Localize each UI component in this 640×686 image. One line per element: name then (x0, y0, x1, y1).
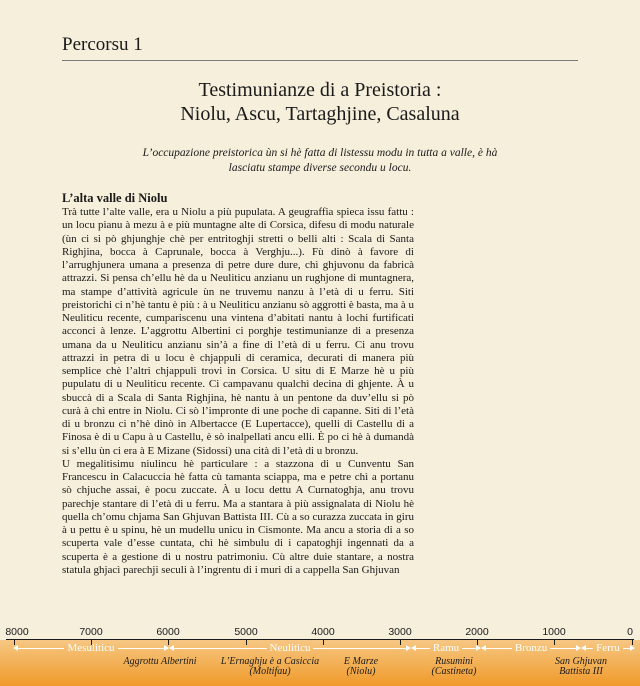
period-ferru: Ferru (582, 642, 634, 654)
arrow-right-icon (118, 648, 168, 649)
timeline-year: 3000 (388, 626, 412, 638)
arrow-left-icon (14, 648, 64, 649)
arrow-left-icon (482, 648, 512, 649)
period-mesuliticu: Mesuliticu (14, 642, 168, 654)
timeline-year: 8000 (5, 626, 29, 638)
arrow-left-icon (582, 648, 593, 649)
site-label: E Marze (Niolu) (343, 656, 379, 677)
section-heading: L’alta valle di Niolu (62, 191, 168, 205)
arrow-left-icon (170, 648, 267, 649)
arrow-right-icon (313, 648, 410, 649)
timeline-year: 1000 (542, 626, 566, 638)
intro-line-1: L’occupazione preistorica ùn si hè fatta di listessu modu in tutta a valle, è hà (142, 147, 498, 159)
arrow-left-icon (412, 648, 430, 649)
timeline (0, 624, 640, 686)
period-ramu: Ramu (412, 642, 480, 654)
chapter-header: Percorsu 1 (62, 34, 143, 55)
arrow-right-icon (462, 648, 480, 649)
period-bronzu: Bronzu (482, 642, 580, 654)
timeline-axis (6, 639, 634, 640)
site-label: San Ghjuvan Battista III (555, 656, 607, 677)
intro-text (62, 146, 578, 176)
title-line-1: Testimunianze di a Preistoria : (198, 79, 442, 101)
body-text (62, 206, 414, 618)
title-line-2: Niolu, Ascu, Tartaghjine, Casaluna (180, 103, 460, 125)
timeline-year: 2000 (465, 626, 489, 638)
timeline-year: 0 (627, 626, 633, 638)
arrow-right-icon (623, 648, 634, 649)
intro-line-2: lasciatu stampe diverse secondu u locu. (228, 162, 412, 174)
timeline-year: 4000 (311, 626, 335, 638)
period-neuliticu: Neuliticu (170, 642, 410, 654)
timeline-year: 5000 (234, 626, 258, 638)
timeline-year: 7000 (79, 626, 103, 638)
site-label: Rusumini (Castineta) (431, 656, 477, 677)
arrow-right-icon (550, 648, 580, 649)
paragraph: Trà tutte l’alte valle, era u Niolu a più pupulata. A geugraffia spieca issu fattu : un locu pianu à mezu à e più muntagne alte di Corsica, difesu di modu naturale (ùn ci si pò ghjunghje chè per entritoghji stretti o belli alti : Scala di Santa Righjina, bocca à Caprunale, bocca à Verghju...). Fù dinò à favore di l’arrughjunera umana a presenza di petre dure dure, chì ghjuvonu da fabricà attrazzi. Si pensa ch’ellu hè da u Neuliticu anzianu un rughjone di muntagnera, ma stampe d’attività agricule ùn ne truvemu nanzu à l’età di u ferru. Siti preistorichi ci n’hè tantu è più : à u Neuliticu anzianu sò aggrotti è basta, ma à u Neuliticu recente, cumpariscenu una vintena d’abitati nantu à lochi furtificati acconci à lenze. L’aggrottu Albertini ci porghje testimunianze di a presenza umana da u Neuliticu anzianu sin’à a fine di l’età di u ferru. Ci anu trovu attrazzi in petra di u locu è chjappuli di ceramica, decurati di manera più semplice chè l’altri chjappuli trovi in Corsica. U situ di E Marze hè u più pupulatu di u Neuliticu recente. Ci campavanu qualchì decina di ghjente. À u sbuccà di a Scala di Santa Righjina, hè nantu à un pentone da duv’ellu si pò curà à chì entre in Niolu. Ci sò l’impronte di une poche di capanne. Siti di l’età di u bronzu ci n’hè dinò in Albertacce (E Lupertacce), quelli di Castellu di a Finosa è di u Capu à u Castellu, è sò inalpellati ancu elli. È po ci hè à dumandà si s’ellu ùn ci era à E Mizane (Sidossi) una cità di l’età di u bronzu. (62, 206, 414, 457)
site-label: Aggrottu Albertini (123, 656, 197, 667)
header-rule (62, 60, 578, 61)
site-label: L’Ernaghju è a Casiccia (Moltifau) (220, 656, 320, 677)
paragraph: U megalitisimu niulincu hè particulare : a stazzona di u Cunventu San Francescu in Calacuccia hè fatta cù tamanta sciappa, ma e petre chì a portanu sò chjuche assai, è pocu zuccate. À u locu dettu A Curnatoghja, anu trovu parechje stantare di l’età di u ferru. Ma a stantara à più assignalata di Niolu hè quella ch’omu chjama San Ghjuvan Battista III. Cù a so curazza zuccata in giru à u pettu è u spinu, hè un mudellu unicu in Cismonte. Ma ancu a storia di a so scuperta vale d’esse cuntata, chì hè simbulu di i capatoghji ingennati da a scuperta è a gestione di u nostru patrimoniu. Cù altre duie stantare, a nostra statula ghjacì parechji seculi à l’ingrentu di i muri di a cappella San Ghjuvan (62, 457, 414, 576)
page-title (62, 78, 578, 126)
timeline-year: 6000 (156, 626, 180, 638)
